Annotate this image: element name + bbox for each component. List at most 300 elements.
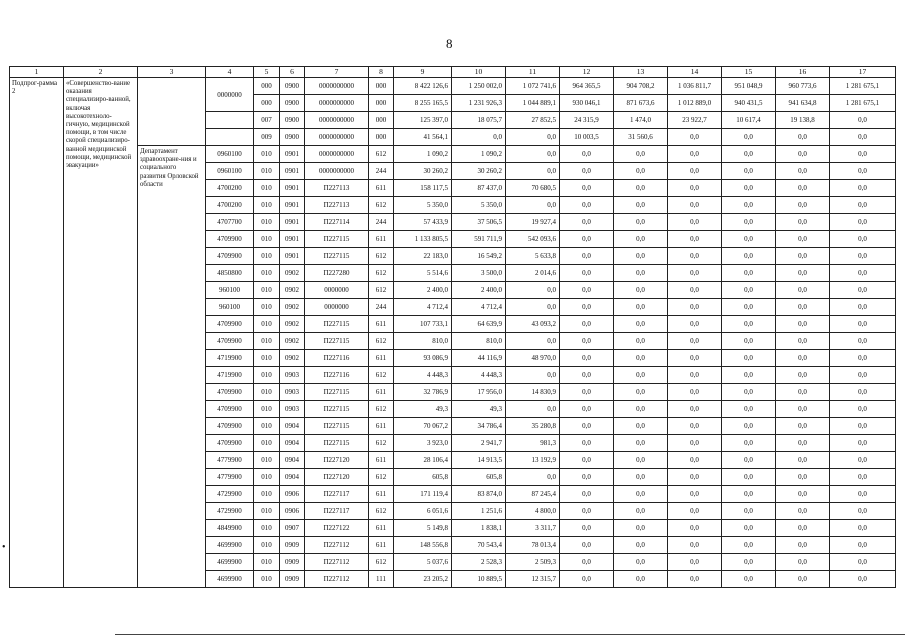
table-cell: 611 [369, 384, 394, 401]
column-header: 6 [280, 67, 305, 78]
table-cell: 0,0 [560, 486, 614, 503]
table-cell: 158 117,5 [394, 180, 452, 197]
table-cell: 34 786,4 [452, 418, 506, 435]
table-cell: 4 448,3 [452, 367, 506, 384]
table-cell: 23 922,7 [668, 112, 722, 129]
table-cell: 0,0 [830, 248, 896, 265]
table-cell: 0,0 [614, 571, 668, 588]
table-cell: 0,0 [830, 214, 896, 231]
table-cell: 0,0 [776, 248, 830, 265]
table-cell: 148 556,8 [394, 537, 452, 554]
table-cell: 107 733,1 [394, 316, 452, 333]
table-cell: 010 [254, 537, 280, 554]
table-cell: 0,0 [722, 520, 776, 537]
table-cell: 611 [369, 452, 394, 469]
table-cell: 611 [369, 350, 394, 367]
table-cell: 0,0 [830, 282, 896, 299]
table-cell: 0,0 [560, 248, 614, 265]
table-cell: 1 838,1 [452, 520, 506, 537]
table-cell: 0,0 [722, 469, 776, 486]
table-cell: 612 [369, 146, 394, 163]
table-cell: 0,0 [830, 571, 896, 588]
table-cell: 0,0 [776, 503, 830, 520]
table-cell: 611 [369, 520, 394, 537]
table-cell: 0,0 [668, 146, 722, 163]
table-cell: 0,0 [776, 469, 830, 486]
table-cell: 0,0 [560, 197, 614, 214]
table-cell: 0,0 [830, 384, 896, 401]
table-cell: 0,0 [830, 435, 896, 452]
table-cell: 0,0 [506, 401, 560, 418]
table-cell: 0,0 [776, 367, 830, 384]
table-cell: 5 037,6 [394, 554, 452, 571]
table-cell: 0,0 [668, 418, 722, 435]
table-cell: 4779900 [206, 452, 254, 469]
table-cell: 0900 [280, 129, 305, 146]
table-cell: 24 315,9 [560, 112, 614, 129]
table-cell: П227120 [305, 452, 369, 469]
column-header: 17 [830, 67, 896, 78]
table-cell: 612 [369, 265, 394, 282]
table-cell: 871 673,6 [614, 95, 668, 112]
table-cell: 0000000 [305, 282, 369, 299]
table-cell: 0,0 [830, 520, 896, 537]
table-cell: 4850800 [206, 265, 254, 282]
table-cell: 0,0 [614, 384, 668, 401]
table-cell: 0,0 [776, 231, 830, 248]
table-cell: 0,0 [560, 214, 614, 231]
column-header: 8 [369, 67, 394, 78]
bottom-rule [115, 634, 905, 635]
table-cell: 010 [254, 367, 280, 384]
table-cell: 010 [254, 197, 280, 214]
table-cell: 010 [254, 435, 280, 452]
table-cell: 4719900 [206, 367, 254, 384]
code-cell: 0000000 [206, 78, 254, 112]
table-cell: 0,0 [776, 333, 830, 350]
table-cell: 0,0 [830, 537, 896, 554]
column-header: 14 [668, 67, 722, 78]
table-cell: 83 874,0 [452, 486, 506, 503]
table-cell: 612 [369, 248, 394, 265]
table-cell: П227115 [305, 435, 369, 452]
table-cell: 0,0 [452, 129, 506, 146]
table-cell: 244 [369, 299, 394, 316]
table-cell: 57 433,9 [394, 214, 452, 231]
table-cell: 0,0 [506, 163, 560, 180]
table-cell: 0,0 [668, 316, 722, 333]
table-cell: 0903 [280, 401, 305, 418]
table-cell: 0,0 [830, 163, 896, 180]
table-cell: 0,0 [830, 486, 896, 503]
table-cell: 612 [369, 554, 394, 571]
table-cell: 0,0 [614, 197, 668, 214]
table-cell: 0,0 [560, 554, 614, 571]
table-cell: 0901 [280, 248, 305, 265]
table-cell: 0901 [280, 231, 305, 248]
table-cell: 010 [254, 554, 280, 571]
table-cell: 0,0 [722, 146, 776, 163]
table-cell: 2 509,3 [506, 554, 560, 571]
table-cell: 0,0 [668, 231, 722, 248]
header-row [10, 67, 896, 78]
table-cell: П227120 [305, 469, 369, 486]
column-header: 13 [614, 67, 668, 78]
table-cell: 0,0 [506, 367, 560, 384]
table-cell: 0,0 [614, 486, 668, 503]
table-cell: 4729900 [206, 486, 254, 503]
table-cell: 0,0 [776, 282, 830, 299]
table-cell: 0,0 [668, 520, 722, 537]
table-cell: 93 086,9 [394, 350, 452, 367]
table-cell: 0,0 [830, 299, 896, 316]
table-cell: 35 280,8 [506, 418, 560, 435]
table-cell: 0,0 [668, 537, 722, 554]
table-cell: 010 [254, 180, 280, 197]
table-cell: 0,0 [560, 469, 614, 486]
table-cell: 0,0 [560, 367, 614, 384]
table-cell: 43 093,2 [506, 316, 560, 333]
table-cell: 951 048,9 [722, 78, 776, 95]
table-cell: 0,0 [506, 197, 560, 214]
table-cell: 4729900 [206, 503, 254, 520]
table-cell: 0,0 [668, 554, 722, 571]
table-cell: 0,0 [614, 282, 668, 299]
table-cell: 125 397,0 [394, 112, 452, 129]
table-cell: 0,0 [830, 129, 896, 146]
table-cell: 0,0 [668, 503, 722, 520]
table-cell: 0,0 [560, 571, 614, 588]
table-cell: 1 044 889,1 [506, 95, 560, 112]
table-cell: 0,0 [506, 469, 560, 486]
table-cell: 0,0 [614, 180, 668, 197]
column-header: 7 [305, 67, 369, 78]
department-cell: Департамент здравоохране-ния и социального развития Орловской области [138, 146, 206, 588]
table-cell: 0,0 [776, 350, 830, 367]
table-cell: 1 036 811,7 [668, 78, 722, 95]
column-header: 12 [560, 67, 614, 78]
table-cell: 010 [254, 248, 280, 265]
table-cell: 0,0 [830, 469, 896, 486]
table-cell: 0,0 [722, 435, 776, 452]
table-cell: 32 786,9 [394, 384, 452, 401]
table-cell: 1 133 805,5 [394, 231, 452, 248]
table-cell: 0,0 [560, 265, 614, 282]
table-cell: 010 [254, 231, 280, 248]
table-cell: 0,0 [614, 265, 668, 282]
table-cell: 0,0 [776, 554, 830, 571]
table-cell: 0,0 [830, 418, 896, 435]
table-cell: 0,0 [776, 401, 830, 418]
table-cell: 0909 [280, 537, 305, 554]
table-cell: 010 [254, 520, 280, 537]
table-cell: 14 830,9 [506, 384, 560, 401]
table-cell: 0,0 [668, 333, 722, 350]
table-cell: 48 970,0 [506, 350, 560, 367]
table-cell: 0,0 [722, 333, 776, 350]
table-cell: 5 514,6 [394, 265, 452, 282]
table-cell: 810,0 [452, 333, 506, 350]
table-cell: 0,0 [560, 299, 614, 316]
table-cell: 010 [254, 316, 280, 333]
table-cell: 5 350,0 [394, 197, 452, 214]
table-cell: 0000000000 [305, 163, 369, 180]
table-cell: П227115 [305, 401, 369, 418]
table-cell: 0000000000 [305, 78, 369, 95]
table-cell: 0,0 [668, 469, 722, 486]
table-cell: 0906 [280, 486, 305, 503]
table-cell: 244 [369, 163, 394, 180]
table-cell: 010 [254, 333, 280, 350]
table-cell: П227115 [305, 316, 369, 333]
table-cell: 611 [369, 180, 394, 197]
table-cell: 0,0 [560, 401, 614, 418]
table-cell: 0904 [280, 452, 305, 469]
table-cell: 0904 [280, 469, 305, 486]
table-cell: 23 205,2 [394, 571, 452, 588]
table-cell: 941 634,8 [776, 95, 830, 112]
table-cell: 0902 [280, 350, 305, 367]
table-cell: 0,0 [614, 520, 668, 537]
table-cell: 0000000000 [305, 146, 369, 163]
table-cell: 612 [369, 367, 394, 384]
table-cell: 0,0 [830, 503, 896, 520]
column-header: 11 [506, 67, 560, 78]
table-cell: 0,0 [560, 282, 614, 299]
table-cell: 000 [254, 78, 280, 95]
table-cell: 0000000000 [305, 95, 369, 112]
table-cell: 2 528,3 [452, 554, 506, 571]
table-body [10, 67, 896, 588]
table-row [10, 146, 896, 163]
table-cell: 5 149,8 [394, 520, 452, 537]
table-cell: П227117 [305, 486, 369, 503]
table-cell: 37 506,5 [452, 214, 506, 231]
table-cell: 0,0 [722, 503, 776, 520]
table-cell: 0960100 [206, 146, 254, 163]
table-cell: 13 192,9 [506, 452, 560, 469]
table-cell: 612 [369, 282, 394, 299]
table-cell: 4709900 [206, 248, 254, 265]
table-cell: 612 [369, 469, 394, 486]
table-cell: 70 067,2 [394, 418, 452, 435]
table-cell: 1 251,6 [452, 503, 506, 520]
table-cell: 4700200 [206, 180, 254, 197]
table-cell: 4709900 [206, 401, 254, 418]
table-cell: 0,0 [560, 163, 614, 180]
table-cell: 0,0 [776, 571, 830, 588]
table-cell: 0,0 [614, 401, 668, 418]
table-cell: 4 712,4 [452, 299, 506, 316]
table-cell: 612 [369, 197, 394, 214]
table-cell: 010 [254, 452, 280, 469]
table-cell: 010 [254, 401, 280, 418]
table-cell: 8 422 126,6 [394, 78, 452, 95]
table-cell: 0901 [280, 197, 305, 214]
table-cell: 14 913,5 [452, 452, 506, 469]
table-cell: 0,0 [722, 214, 776, 231]
table-cell: 0,0 [776, 299, 830, 316]
table-cell: 4700200 [206, 197, 254, 214]
table-cell: 0,0 [668, 265, 722, 282]
table-cell: 0,0 [776, 435, 830, 452]
table-cell: 0,0 [722, 163, 776, 180]
table-cell: 4699900 [206, 554, 254, 571]
table-cell: 0,0 [776, 129, 830, 146]
table-cell: 000 [369, 112, 394, 129]
table-cell: 0,0 [668, 299, 722, 316]
table-cell: 010 [254, 350, 280, 367]
table-cell: 0,0 [722, 129, 776, 146]
table-cell: 0,0 [776, 537, 830, 554]
table-cell: 4709900 [206, 316, 254, 333]
table-cell: 0,0 [776, 418, 830, 435]
table-cell: 0,0 [776, 265, 830, 282]
table-cell: 1 281 675,1 [830, 95, 896, 112]
table-cell: 4709900 [206, 231, 254, 248]
table-cell: 0,0 [776, 214, 830, 231]
table-cell: 10 889,5 [452, 571, 506, 588]
table-cell: 0,0 [668, 384, 722, 401]
table-cell: 605,8 [394, 469, 452, 486]
column-header: 15 [722, 67, 776, 78]
table-cell: 0,0 [722, 197, 776, 214]
table-cell: 0,0 [830, 452, 896, 469]
table-cell: 4709900 [206, 333, 254, 350]
table-cell: 0,0 [722, 452, 776, 469]
column-header: 4 [206, 67, 254, 78]
table-cell: 0,0 [614, 367, 668, 384]
table-cell: 009 [254, 129, 280, 146]
table-cell: 000 [254, 95, 280, 112]
table-cell: 010 [254, 469, 280, 486]
table-cell: 010 [254, 163, 280, 180]
table-cell: 0,0 [776, 520, 830, 537]
table-cell: 0,0 [722, 350, 776, 367]
table-cell: 0,0 [668, 214, 722, 231]
table-cell: 1 090,2 [452, 146, 506, 163]
table-cell: П227115 [305, 248, 369, 265]
table-cell: 0,0 [722, 384, 776, 401]
table-cell: 0,0 [722, 486, 776, 503]
table-cell: 0902 [280, 316, 305, 333]
table-cell: 0902 [280, 333, 305, 350]
table-cell: 0903 [280, 367, 305, 384]
table-cell: 2 400,0 [394, 282, 452, 299]
table-cell: 0,0 [668, 129, 722, 146]
table-cell: 010 [254, 571, 280, 588]
table-cell: 010 [254, 299, 280, 316]
table-cell: 612 [369, 503, 394, 520]
table-cell: 244 [369, 214, 394, 231]
table-cell: 0,0 [614, 554, 668, 571]
table-cell: 0,0 [560, 180, 614, 197]
table-cell: П227115 [305, 333, 369, 350]
table-cell: 64 639,9 [452, 316, 506, 333]
margin-mark: • [2, 542, 6, 553]
table-cell: 000 [369, 95, 394, 112]
table-cell: 3 500,0 [452, 265, 506, 282]
table-cell: 0909 [280, 571, 305, 588]
table-cell: 0,0 [722, 265, 776, 282]
table-cell: 0907 [280, 520, 305, 537]
table-cell: 0,0 [830, 316, 896, 333]
table-cell: 0,0 [830, 401, 896, 418]
table-cell: 0,0 [668, 197, 722, 214]
table-cell: 0,0 [722, 367, 776, 384]
table-cell: 1 250 002,0 [452, 78, 506, 95]
table-cell: 1 090,2 [394, 146, 452, 163]
table-cell: 930 046,1 [560, 95, 614, 112]
table-cell: 000 [369, 78, 394, 95]
table-cell: 8 255 165,5 [394, 95, 452, 112]
table-cell: 0,0 [830, 197, 896, 214]
table-cell: 0000000 [305, 299, 369, 316]
table-cell: 0,0 [722, 418, 776, 435]
table-cell: 612 [369, 435, 394, 452]
table-cell: 0,0 [560, 146, 614, 163]
table-cell: 3 311,7 [506, 520, 560, 537]
table-cell: П227114 [305, 214, 369, 231]
table-cell: 4707700 [206, 214, 254, 231]
table-cell: 0,0 [776, 180, 830, 197]
table-cell: 0,0 [830, 231, 896, 248]
table-cell: 0,0 [668, 248, 722, 265]
table-cell: 0,0 [776, 163, 830, 180]
table-cell: 0909 [280, 554, 305, 571]
table-cell: 4719900 [206, 350, 254, 367]
table-cell: 0,0 [614, 214, 668, 231]
table-cell: 0,0 [560, 231, 614, 248]
table-cell: 0,0 [776, 486, 830, 503]
table-cell: 0,0 [614, 231, 668, 248]
column-header: 1 [10, 67, 64, 78]
table-cell: 611 [369, 316, 394, 333]
table-cell: 0,0 [776, 197, 830, 214]
table-cell: 2 400,0 [452, 282, 506, 299]
column-header: 10 [452, 67, 506, 78]
table-cell: 0,0 [722, 316, 776, 333]
table-cell: 010 [254, 384, 280, 401]
table-cell: 0,0 [614, 333, 668, 350]
table-cell: 0,0 [668, 180, 722, 197]
table-cell: П227112 [305, 537, 369, 554]
table-cell: 0,0 [830, 112, 896, 129]
table-cell: 010 [254, 214, 280, 231]
table-cell: 0906 [280, 503, 305, 520]
table-cell: 0,0 [722, 554, 776, 571]
table-cell: 612 [369, 333, 394, 350]
table-cell: 904 708,2 [614, 78, 668, 95]
table-cell: П227115 [305, 418, 369, 435]
table-cell: 41 564,1 [394, 129, 452, 146]
table-cell: 0,0 [668, 367, 722, 384]
table-cell: 0,0 [614, 316, 668, 333]
table-cell: 4 800,0 [506, 503, 560, 520]
table-cell: 49,3 [394, 401, 452, 418]
table-cell: 1 012 889,0 [668, 95, 722, 112]
table-cell: 0,0 [668, 452, 722, 469]
table-cell: 0,0 [830, 333, 896, 350]
table-cell: 0,0 [614, 452, 668, 469]
table-cell: П227112 [305, 554, 369, 571]
table-cell: 87 437,0 [452, 180, 506, 197]
table-cell: 010 [254, 146, 280, 163]
table-cell: 007 [254, 112, 280, 129]
table-cell: П227117 [305, 503, 369, 520]
table-cell: 4709900 [206, 435, 254, 452]
table-cell: 611 [369, 418, 394, 435]
